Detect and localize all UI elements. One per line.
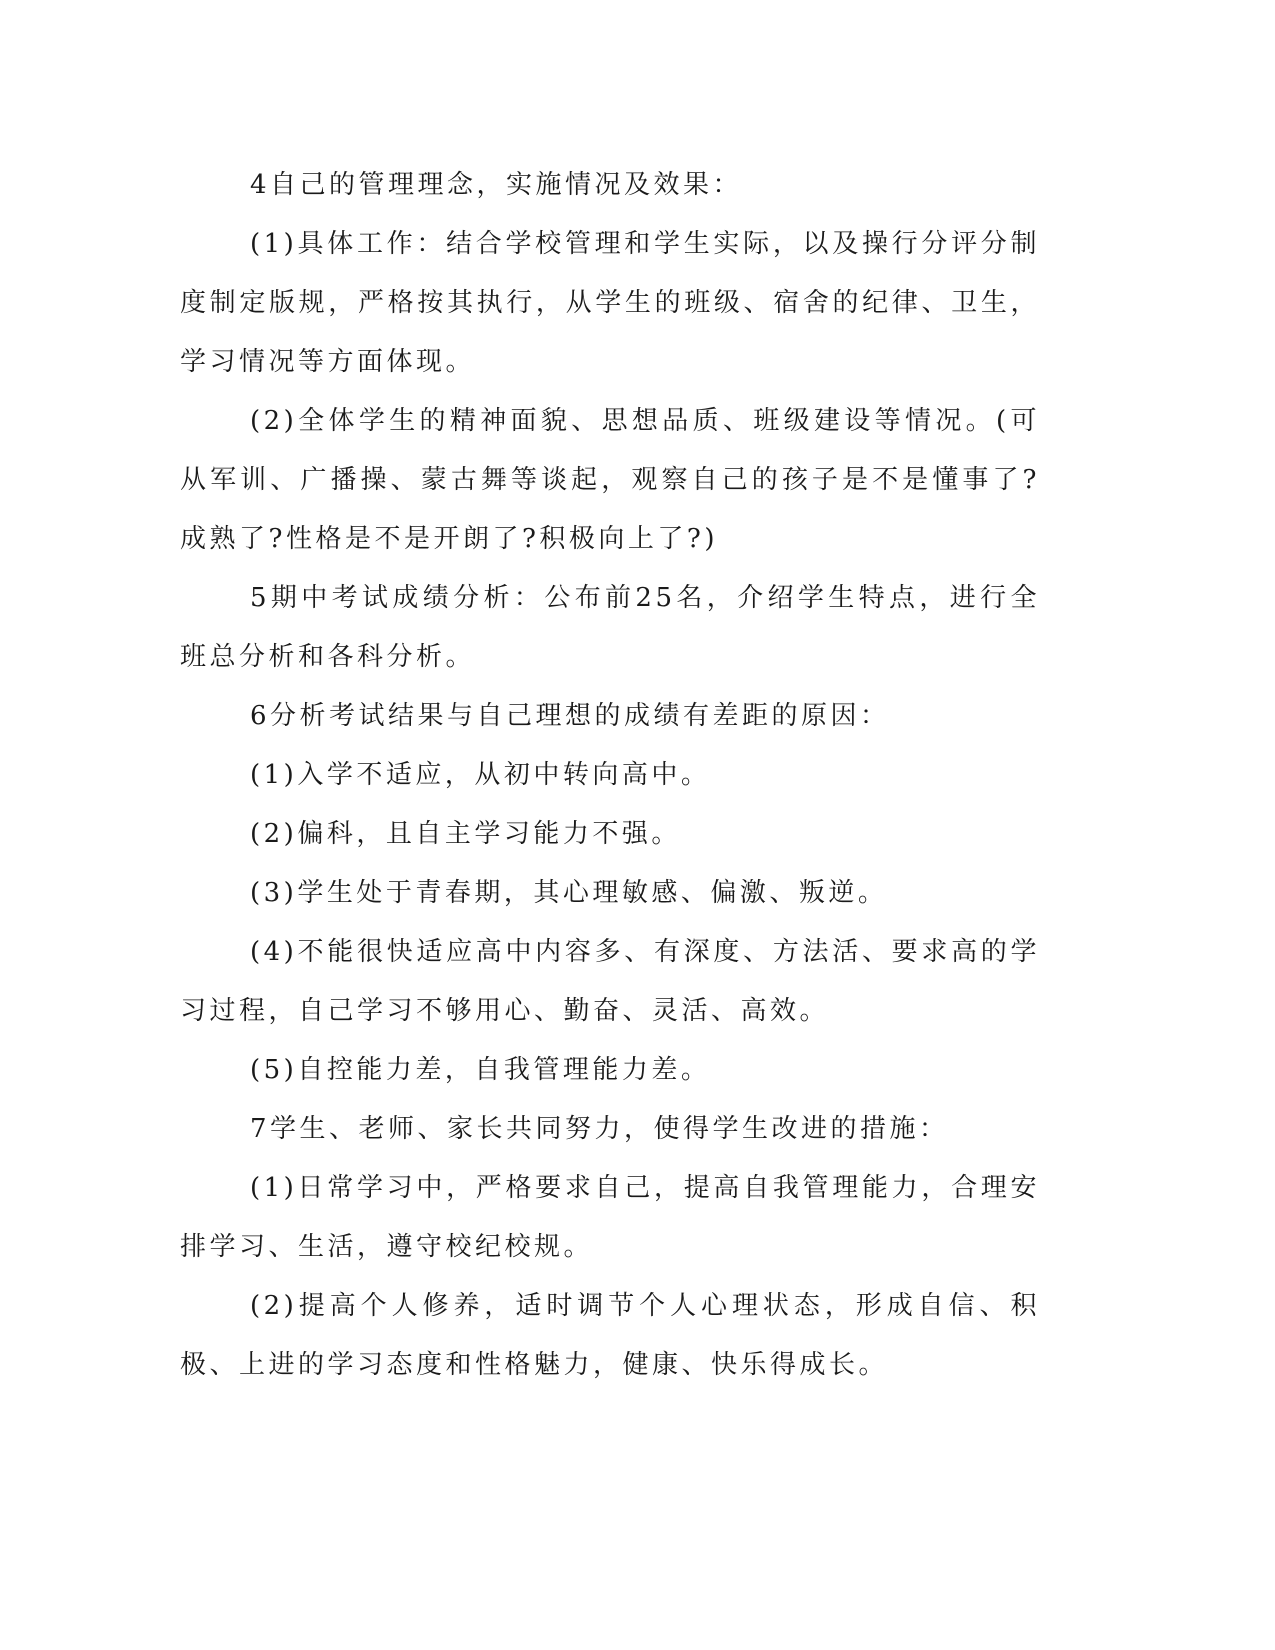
section-6-heading: 6分析考试结果与自己理想的成绩有差距的原因：	[250, 701, 890, 731]
document-body	[180, 156, 1040, 1395]
section-7-item-2: (2)提高个人修养，适时调节个人心理状态，形成自信、积极、上进的学习态度和性格魅力，健康、快乐得成长。	[180, 1291, 1040, 1380]
section-6-item-3: (3)学生处于青春期，其心理敏感、偏激、叛逆。	[250, 878, 888, 908]
section-6-item-4: (4)不能很快适应高中内容多、有深度、方法活、要求高的学习过程，自己学习不够用心、勤奋、灵活、高效。	[180, 937, 1040, 1026]
section-6-item-5: (5)自控能力差，自我管理能力差。	[250, 1055, 711, 1085]
section-4-item-1: (1)具体工作：结合学校管理和学生实际，以及操行分评分制度制定版规，严格按其执行，从学生的班级、宿舍的纪律、卫生，学习情况等方面体现。	[180, 229, 1040, 377]
section-4-item-2: (2)全体学生的精神面貌、思想品质、班级建设等情况。(可从军训、广播操、蒙古舞等谈起，观察自己的孩子是不是懂事了?成熟了?性格是不是开朗了?积极向上了?)	[180, 406, 1040, 554]
section-7-item-1: (1)日常学习中，严格要求自己，提高自我管理能力，合理安排学习、生活，遵守校纪校规。	[180, 1173, 1040, 1262]
section-6-item-1: (1)入学不适应，从初中转向高中。	[250, 760, 711, 790]
section-5-heading: 5期中考试成绩分析：公布前25名，介绍学生特点，进行全班总分析和各科分析。	[180, 583, 1040, 672]
section-7-heading: 7学生、老师、家长共同努力，使得学生改进的措施：	[250, 1114, 949, 1144]
section-4-heading: 4自己的管理理念，实施情况及效果：	[250, 170, 743, 200]
section-6-item-2: (2)偏科，且自主学习能力不强。	[250, 819, 681, 849]
